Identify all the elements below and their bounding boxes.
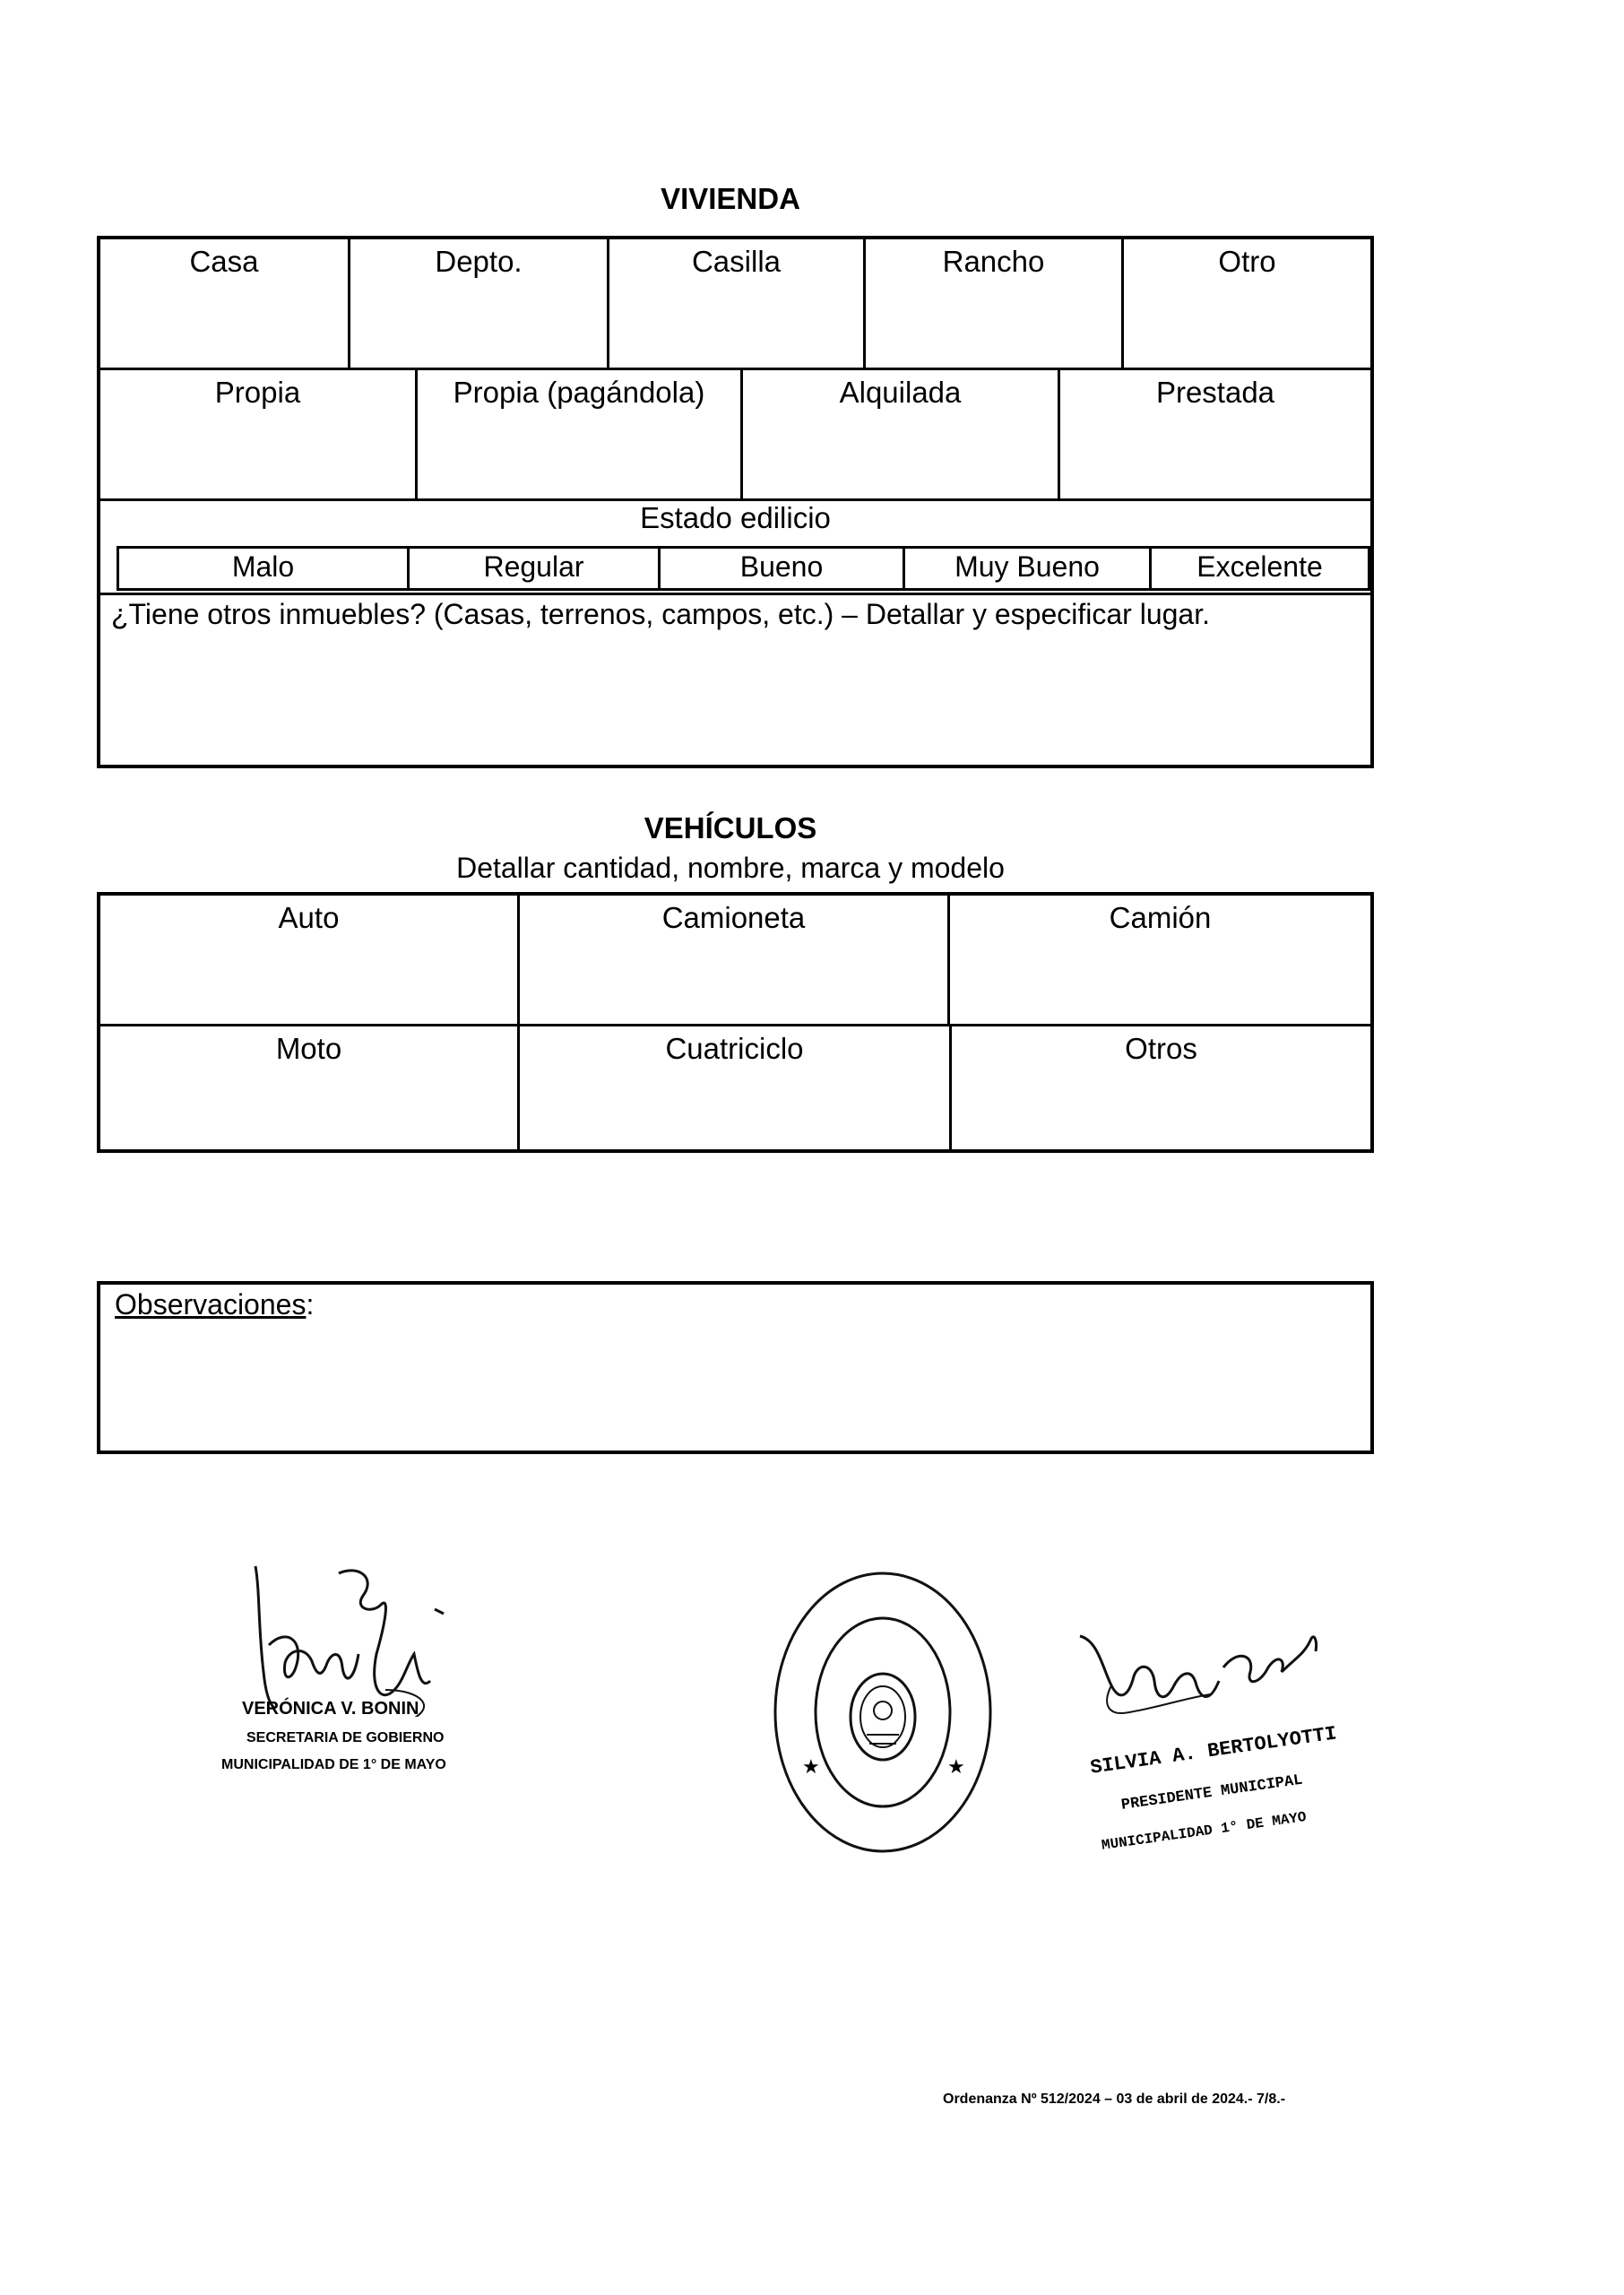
vehiculo-auto: Auto <box>100 896 520 1024</box>
handwritten-signature-left <box>206 1555 511 1717</box>
vehiculo-camioneta: Camioneta <box>520 896 950 1024</box>
municipal-seal <box>766 1569 999 1883</box>
vehiculos-title: VEHÍCULOS <box>644 811 817 844</box>
tipo-otro: Otro <box>1218 245 1276 278</box>
observaciones-label-wrap <box>115 1288 314 1321</box>
vehiculos-subtitle: Detallar cantidad, nombre, marca y modelo <box>456 852 1005 884</box>
observaciones-colon: : <box>306 1288 315 1321</box>
vehiculo-cuatriciclo: Cuatriciclo <box>520 1026 952 1153</box>
signature-right <box>1075 1614 1416 1874</box>
estado-bueno: Bueno <box>661 549 905 588</box>
vehiculo-moto: Moto <box>100 1026 520 1153</box>
signature-left-org: MUNICIPALIDAD DE 1° DE MAYO <box>221 1757 446 1772</box>
estado-regular: Regular <box>410 549 661 588</box>
svg-text:★: ★ <box>802 1755 820 1778</box>
estado-edilicio-options <box>117 546 1370 591</box>
vivienda-tipo-row <box>100 239 1370 368</box>
vehiculos-row-2 <box>100 1026 1370 1153</box>
signature-right-name: SILVIA A. BERTOLYOTTI <box>1089 1722 1339 1780</box>
handwritten-signature-right <box>1075 1614 1416 1739</box>
estado-edilicio-label: Estado edilicio <box>640 501 831 534</box>
vehiculo-camion: Camión <box>1109 901 1212 934</box>
signature-left <box>206 1555 511 1806</box>
vehiculos-row-1 <box>100 896 1370 1024</box>
observaciones-label: Observaciones <box>115 1288 307 1321</box>
estado-malo: Malo <box>119 549 410 588</box>
estado-excelente: Excelente <box>1196 550 1323 583</box>
tipo-casa: Casa <box>100 239 350 368</box>
tenencia-alquilada: Alquilada <box>743 370 1060 498</box>
signature-right-org: MUNICIPALIDAD 1° DE MAYO <box>1101 1808 1308 1854</box>
vehiculos-table <box>97 892 1374 1153</box>
page-footer: Ordenanza Nº 512/2024 – 03 de abril de 2024.- 7/8.- <box>943 2091 1286 2107</box>
tenencia-propia: Propia <box>100 370 418 498</box>
signature-right-role: PRESIDENTE MUNICIPAL <box>1120 1771 1304 1814</box>
signature-left-name: VERÓNICA V. BONIN <box>242 1699 419 1719</box>
otros-inmuebles-label: ¿Tiene otros inmuebles? (Casas, terrenos, campos, etc.) – Detallar y especificar lugar. <box>111 598 1210 630</box>
svg-text:★: ★ <box>947 1755 965 1778</box>
tipo-casilla: Casilla <box>609 239 866 368</box>
vivienda-table <box>97 236 1374 768</box>
estado-muy-bueno: Muy Bueno <box>905 549 1152 588</box>
seal-icon <box>766 1569 999 1883</box>
tenencia-propia-pagandola: Propia (pagándola) <box>418 370 743 498</box>
tipo-rancho: Rancho <box>866 239 1124 368</box>
vivienda-tenencia-row <box>100 370 1370 498</box>
tipo-depto: Depto. <box>350 239 609 368</box>
tenencia-prestada: Prestada <box>1155 376 1275 409</box>
vehiculo-otros: Otros <box>1125 1032 1197 1065</box>
observaciones-box <box>97 1281 1374 1454</box>
signature-left-role: SECRETARIA DE GOBIERNO <box>246 1730 445 1745</box>
vivienda-title: VIVIENDA <box>661 182 800 215</box>
